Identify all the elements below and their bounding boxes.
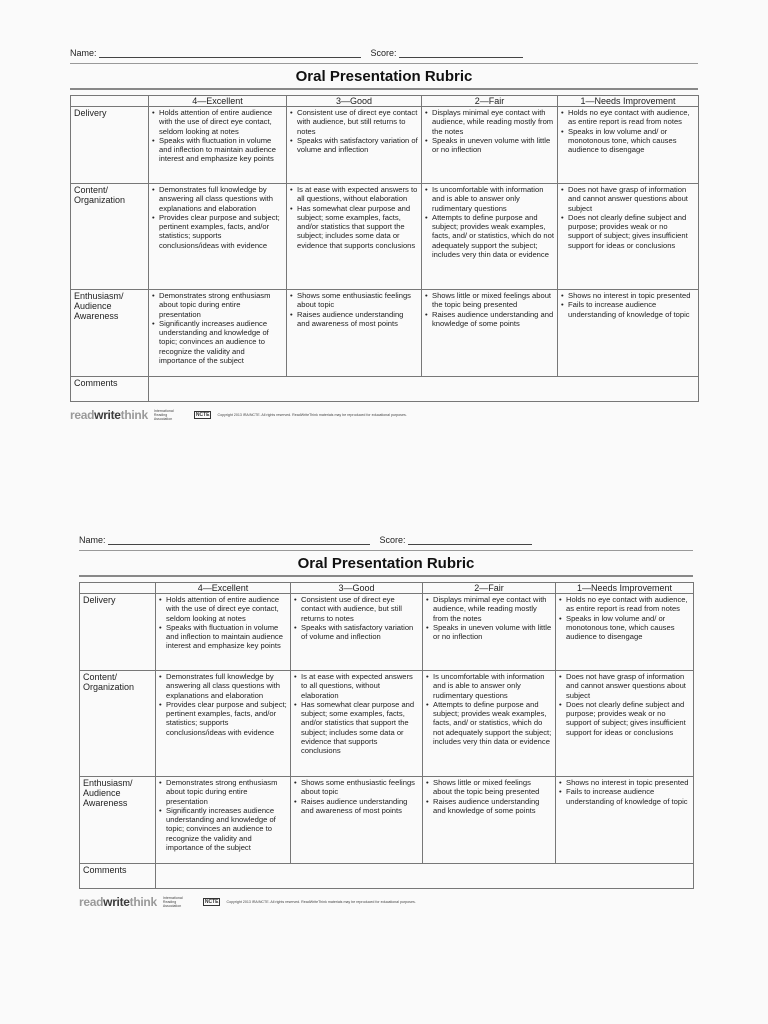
- table-cell: [422, 107, 558, 184]
- list-item: • Significantly increases audience understanding and knowledge of topic; convinces an audience to recognize the validity and importance of the subject: [159, 319, 283, 365]
- table-cell: [287, 107, 422, 184]
- score-label: Score:: [370, 48, 397, 58]
- table-cell: [423, 594, 556, 671]
- table-cell: [423, 671, 556, 777]
- list-item: • Speaks with satisfactory variation of volume and inflection: [301, 623, 419, 642]
- ira-logo: International Reading Association: [153, 409, 174, 421]
- name-field[interactable]: [108, 534, 370, 545]
- table-row: [80, 864, 694, 889]
- list-item: • Holds no eye contact with audience, as entire report is read from notes: [568, 108, 695, 127]
- copyright-text: Copyright 2013 IRA/NCTE. All rights reserved. ReadWriteThink materials may be reproduced for educational purposes.: [217, 413, 407, 417]
- list-item: • Is uncomfortable with information and is able to answer only rudimentary questions: [432, 185, 554, 213]
- list-item: • Attempts to define purpose and subject; provides weak examples, facts, and/ or statistics, which do not adequately support the subject; includes very thin data or evidence: [432, 213, 554, 259]
- list-item: • Is at ease with expected answers to all questions, without elaboration: [297, 185, 418, 204]
- footer: [70, 408, 698, 422]
- list-item: • Speaks in low volume and/ or monotonous tone, which causes audience to disengage: [566, 614, 690, 642]
- list-item: • Is uncomfortable with information and is able to answer only rudimentary questions: [433, 672, 552, 700]
- list-item: • Speaks with satisfactory variation of volume and inflection: [297, 136, 418, 155]
- list-item: • Significantly increases audience understanding and knowledge of topic; convinces an audience to recognize the validity and importance of the subject: [166, 806, 287, 852]
- name-field[interactable]: [99, 47, 361, 58]
- table-cell: [287, 184, 422, 290]
- comments-label: Comments: [80, 864, 156, 889]
- list-item: • Holds no eye contact with audience, as entire report is read from notes: [566, 595, 690, 614]
- list-item: • Speaks with fluctuation in volume and inflection to maintain audience interest and emphasize key points: [159, 136, 283, 164]
- list-item: • Does not have grasp of information and cannot answer questions about subject: [566, 672, 690, 700]
- table-cell: [558, 290, 699, 377]
- list-item: • Demonstrates full knowledge by answering all class questions with explanations and elaboration: [159, 185, 283, 213]
- table-cell: [149, 184, 287, 290]
- table-cell: [558, 107, 699, 184]
- table-cell: [422, 184, 558, 290]
- table-row: [80, 671, 694, 777]
- list-item: • Shows some enthusiastic feelings about topic: [297, 291, 418, 310]
- table-cell: [423, 777, 556, 864]
- name-score-line: [70, 44, 698, 58]
- column-header: 4—Excellent: [149, 96, 287, 107]
- list-item: • Consistent use of direct eye contact with audience, but still returns to notes: [301, 595, 419, 623]
- list-item: • Shows no interest in topic presented: [568, 291, 695, 300]
- column-header: 2—Fair: [422, 96, 558, 107]
- page-title: Oral Presentation Rubric: [295, 68, 473, 85]
- readwritethink-logo: readwritethink: [70, 408, 148, 422]
- list-item: • Shows some enthusiastic feelings about topic: [301, 778, 419, 797]
- table-cell: [156, 777, 291, 864]
- list-item: • Raises audience understanding and awareness of most points: [297, 310, 418, 329]
- rubric-sheet: [79, 531, 693, 909]
- table-cell: [556, 671, 694, 777]
- list-item: • Shows little or mixed feelings about the topic being presented: [432, 291, 554, 310]
- comments-field[interactable]: [149, 377, 699, 402]
- list-item: • Raises audience understanding and knowledge of some points: [432, 310, 554, 329]
- page-title: Oral Presentation Rubric: [297, 555, 475, 572]
- list-item: • Speaks in low volume and/ or monotonous tone, which causes audience to disengage: [568, 127, 695, 155]
- list-item: • Consistent use of direct eye contact with audience, but still returns to notes: [297, 108, 418, 136]
- table-row: [71, 290, 699, 377]
- list-item: • Has somewhat clear purpose and subject; some examples, facts, and/or statistics that support the subject; includes some data or evidence that supports conclusions: [297, 204, 418, 250]
- list-item: • Is at ease with expected answers to all questions, without elaboration: [301, 672, 419, 700]
- list-item: • Provides clear purpose and subject; pertinent examples, facts, and/or statistics; supports conclusions/ideas with evidence: [166, 700, 287, 737]
- score-field[interactable]: [408, 534, 532, 545]
- table-cell: [291, 671, 423, 777]
- column-header: [80, 583, 156, 594]
- table-header-row: [71, 96, 699, 107]
- table-row: [80, 594, 694, 671]
- list-item: • Demonstrates strong enthusiasm about topic during entire presentation: [159, 291, 283, 319]
- copyright-text: Copyright 2013 IRA/NCTE. All rights reserved. ReadWriteThink materials may be reproduced for educational purposes.: [226, 900, 416, 904]
- footer: [79, 895, 693, 909]
- name-label: Name:: [79, 535, 106, 545]
- table-row: [71, 107, 699, 184]
- name-score-line: [79, 531, 693, 545]
- rubric-sheet: [70, 44, 698, 422]
- divider: [70, 88, 698, 90]
- list-item: • Does not have grasp of information and cannot answer questions about subject: [568, 185, 695, 213]
- list-item: • Fails to increase audience understanding of knowledge of topic: [568, 300, 695, 319]
- table-cell: [149, 290, 287, 377]
- table-cell: [291, 777, 423, 864]
- list-item: • Has somewhat clear purpose and subject; some examples, facts, and/or statistics that support the subject; includes some data or evidence that supports conclusions: [301, 700, 419, 756]
- table-row: [71, 377, 699, 402]
- table-cell: [422, 290, 558, 377]
- table-cell: [558, 184, 699, 290]
- row-label: Delivery: [71, 107, 149, 184]
- list-item: • Demonstrates full knowledge by answering all class questions with explanations and elaboration: [166, 672, 287, 700]
- divider: [79, 575, 693, 577]
- column-header: 1—Needs Improvement: [558, 96, 699, 107]
- column-header: 3—Good: [291, 583, 423, 594]
- list-item: • Raises audience understanding and knowledge of some points: [433, 797, 552, 816]
- table-cell: [149, 107, 287, 184]
- table-row: [80, 777, 694, 864]
- list-item: • Demonstrates strong enthusiasm about topic during entire presentation: [166, 778, 287, 806]
- list-item: • Shows no interest in topic presented: [566, 778, 690, 787]
- list-item: • Raises audience understanding and awareness of most points: [301, 797, 419, 816]
- list-item: • Attempts to define purpose and subject; provides weak examples, facts, and/ or statistics, which do not adequately support the subject; includes very thin data or evidence: [433, 700, 552, 746]
- column-header: 4—Excellent: [156, 583, 291, 594]
- ncte-logo: NCTE: [195, 412, 210, 418]
- row-label: Content/ Organization: [80, 671, 156, 777]
- table-row: [71, 184, 699, 290]
- table-cell: [556, 777, 694, 864]
- list-item: • Shows little or mixed feelings about the topic being presented: [433, 778, 552, 797]
- list-item: • Displays minimal eye contact with audience, while reading mostly from the notes: [433, 595, 552, 623]
- row-label: Enthusiasm/ Audience Awareness: [71, 290, 149, 377]
- rubric-table: [70, 95, 699, 402]
- readwritethink-logo: readwritethink: [79, 895, 157, 909]
- comments-label: Comments: [71, 377, 149, 402]
- list-item: • Holds attention of entire audience with the use of direct eye contact, seldom looking at notes: [166, 595, 287, 623]
- table-cell: [156, 594, 291, 671]
- table-header-row: [80, 583, 694, 594]
- table-cell: [156, 671, 291, 777]
- name-label: Name:: [70, 48, 97, 58]
- list-item: • Speaks with fluctuation in volume and inflection to maintain audience interest and emphasize key points: [166, 623, 287, 651]
- list-item: • Speaks in uneven volume with little or no inflection: [433, 623, 552, 642]
- table-cell: [287, 290, 422, 377]
- score-label: Score:: [379, 535, 406, 545]
- row-label: Delivery: [80, 594, 156, 671]
- list-item: • Speaks in uneven volume with little or no inflection: [432, 136, 554, 155]
- list-item: • Displays minimal eye contact with audience, while reading mostly from the notes: [432, 108, 554, 136]
- ncte-logo: NCTE: [204, 899, 219, 905]
- list-item: • Does not clearly define subject and purpose; provides weak or no support of subject; gives insufficient support for ideas or conclusions: [568, 213, 695, 250]
- score-field[interactable]: [399, 47, 523, 58]
- list-item: • Holds attention of entire audience with the use of direct eye contact, seldom looking at notes: [159, 108, 283, 136]
- list-item: • Provides clear purpose and subject; pertinent examples, facts, and/or statistics; supports conclusions/ideas with evidence: [159, 213, 283, 250]
- column-header: 1—Needs Improvement: [556, 583, 694, 594]
- column-header: [71, 96, 149, 107]
- list-item: • Does not clearly define subject and purpose; provides weak or no support of subject; gives insufficient support for ideas or conclusions: [566, 700, 690, 737]
- ira-logo: International Reading Association: [162, 896, 183, 908]
- column-header: 3—Good: [287, 96, 422, 107]
- table-cell: [291, 594, 423, 671]
- comments-field[interactable]: [156, 864, 694, 889]
- column-header: 2—Fair: [423, 583, 556, 594]
- rubric-table: [79, 582, 694, 889]
- row-label: Enthusiasm/ Audience Awareness: [80, 777, 156, 864]
- table-cell: [556, 594, 694, 671]
- list-item: • Fails to increase audience understanding of knowledge of topic: [566, 787, 690, 806]
- row-label: Content/ Organization: [71, 184, 149, 290]
